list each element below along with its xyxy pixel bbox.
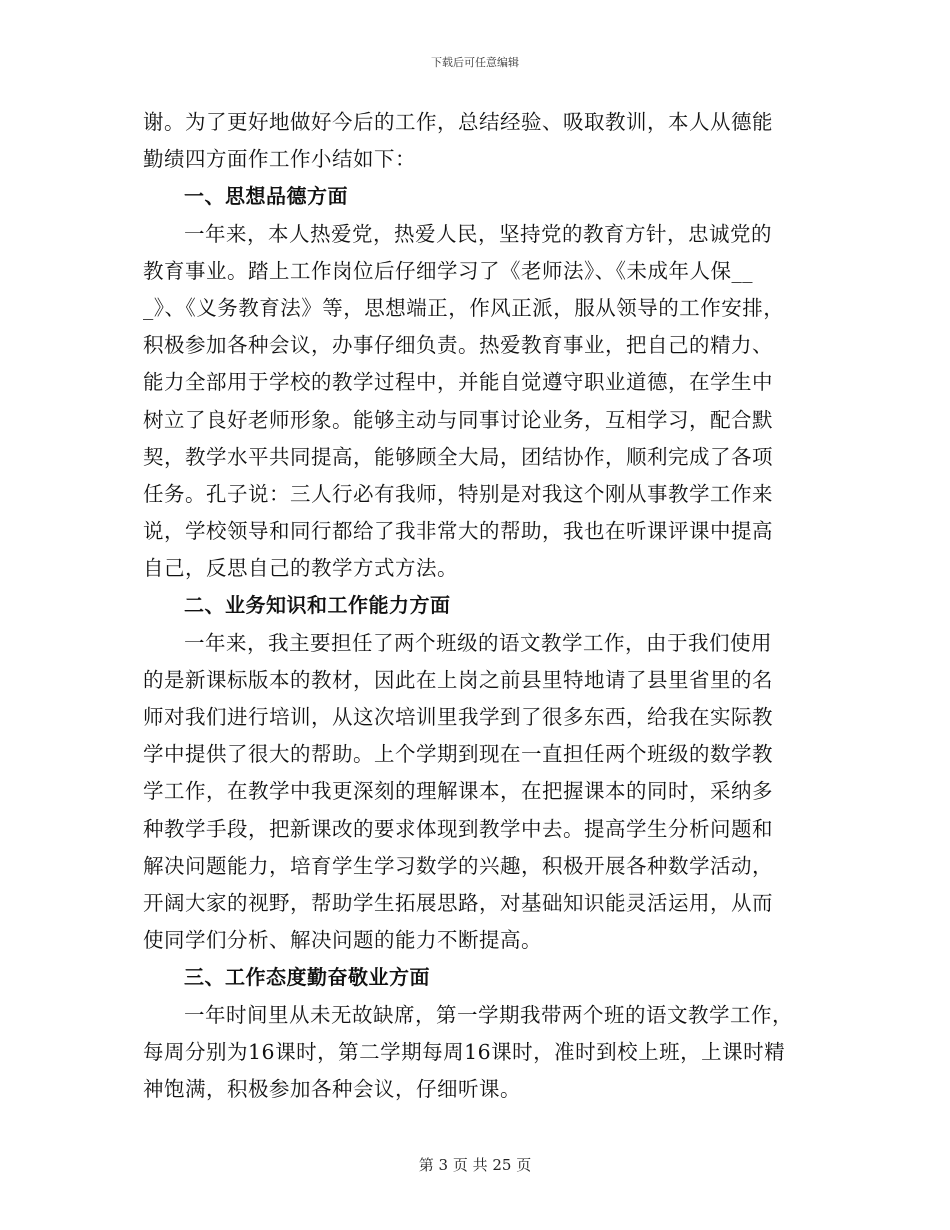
text-line: 谢。为了更好地做好今后的工作，总结经验、吸取教训，本人从德能 [143,110,773,134]
text-line: 教育事业。踏上工作岗位后仔细学习了《老师法》、《未成年人保__ [143,258,753,283]
page-number-footer: 第 3 页 共 25 页 [418,1156,532,1174]
text-line: 一年来，我主要担任了两个班级的语文教学工作，由于我们使用 [184,630,772,655]
page-header: 下载后可任意编辑 [431,56,519,69]
text-line: 任务。孔子说：三人行必有我师，特别是对我这个刚从事教学工作来 [143,481,773,506]
text-line: 一年时间里从未无故缺席，第一学期我带两个班的语文教学工作， [184,1002,793,1027]
text-line: 能力全部用于学校的教学过程中，并能自觉遵守职业道德，在学生中 [143,370,773,395]
text-line: 积极参加各种会议，办事仔细负责。热爱教育事业，把自己的精力、 [143,333,773,358]
section-heading: 一、思想品德方面 [184,184,348,209]
text-line: 的是新课标版本的教材，因此在上岗之前县里特地请了县里省里的名 [143,667,773,692]
section-heading: 三、工作态度勤奋敬业方面 [184,965,430,990]
text-line: 解决问题能力，培育学生学习数学的兴趣，积极开展各种数学活动， [143,853,773,878]
text-line: 种教学手段，把新课改的要求体现到教学中去。提高学生分析问题和 [143,816,773,841]
text-line: 一年来，本人热爱党，热爱人民，坚持党的教育方针，忠诚党的 [184,221,772,246]
text-line: 神饱满，积极参加各种会议，仔细听课。 [143,1076,521,1101]
text-line: 自己，反思自己的教学方式方法。 [143,556,458,581]
text-line: 师对我们进行培训，从这次培训里我学到了很多东西，给我在实际教 [143,705,773,729]
text-line: 说，学校领导和同行都给了我非常大的帮助，我也在听课评课中提高 [143,519,773,544]
text-line: 开阔大家的视野，帮助学生拓展思路，对基础知识能灵活运用，从而 [143,890,773,915]
text-line: 树立了良好老师形象。能够主动与同事讨论业务，互相学习，配合默 [143,407,773,432]
document-body [143,104,815,1108]
text-line: 学中提供了很大的帮助。上个学期到现在一直担任两个班级的数学教 [143,742,773,767]
section-heading: 二、业务知识和工作能力方面 [184,593,451,618]
text-line: 每周分别为16课时，第二学期每周16课时，准时到校上班，上课时精 [143,1039,786,1064]
text-line: 契，教学水平共同提高，能够顾全大局，团结协作，顺利完成了各项 [143,444,773,469]
text-line: 学工作，在教学中我更深刻的理解课本，在把握课本的同时，采纳多 [143,779,773,804]
text-line: 勤绩四方面作工作小结如下： [143,147,416,172]
text-line: 使同学们分析、解决问题的能力不断提高。 [143,928,542,953]
text-line: _》、《义务教育法》等，思想端正，作风正派，服从领导的工作安排， [143,295,785,320]
